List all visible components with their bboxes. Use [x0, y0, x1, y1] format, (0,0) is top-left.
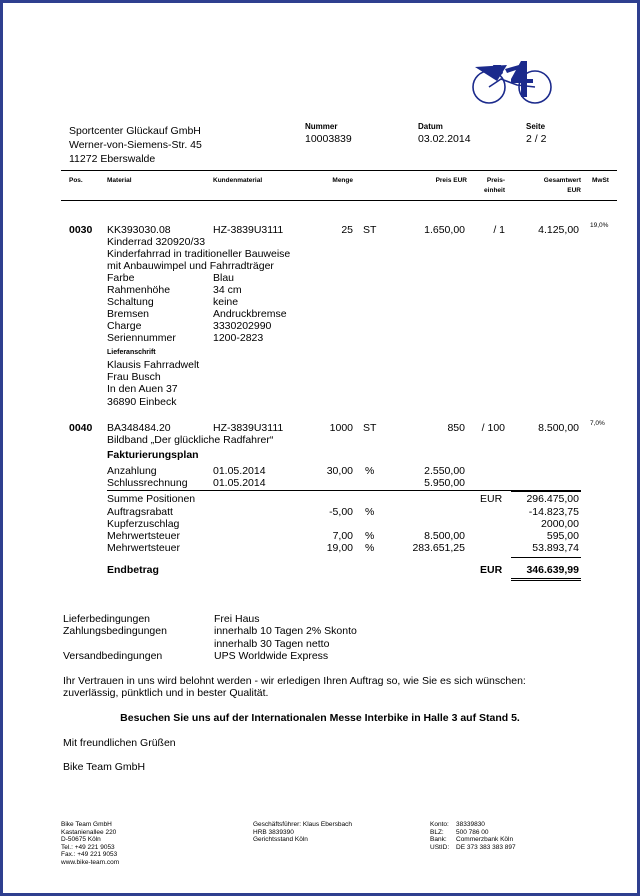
delivery-address-label: Lieferanschrift — [107, 349, 156, 356]
footer-line: D-50675 Köln — [61, 836, 101, 844]
col-quantity: Menge — [332, 177, 353, 184]
closing-text-2: zuverlässig, pünktlich und in bester Qualität. — [63, 687, 269, 699]
summary-row-label: Auftragsrabatt — [107, 506, 173, 518]
delivery-line: 36890 Einbeck — [107, 395, 177, 408]
footer-line: Geschäftsführer: Klaus Ebersbach — [253, 821, 352, 828]
sender-street: Werner-von-Siemens-Str. 45 — [69, 139, 202, 151]
billing-plan-title: Fakturierungsplan — [107, 449, 199, 461]
billing-row-percent: 30,00 — [326, 465, 353, 477]
summary-row-base: 283.651,25 — [412, 542, 465, 554]
payment-terms-label: Zahlungsbedingungen — [63, 625, 167, 637]
billing-row-sign: % — [365, 465, 375, 477]
footer-bank-value: DE 373 383 383 897 — [456, 843, 516, 851]
item1-price-unit: / 1 — [493, 224, 505, 236]
footer-bank-label: Bank: — [430, 836, 447, 844]
col-customer-material: Kundenmaterial — [213, 177, 263, 184]
final-currency: EUR — [480, 564, 503, 576]
attr-label: Bremsen — [107, 308, 150, 320]
item1-pos: 0030 — [69, 224, 93, 236]
attr-label: Farbe — [107, 272, 135, 284]
sum-positions-label: Summe Positionen — [107, 493, 196, 505]
number-label: Nummer — [305, 122, 338, 131]
footer-bank-label: Konto: — [430, 821, 449, 828]
billing-row-label: Schlussrechnung — [107, 477, 188, 489]
summary-row-sign: % — [365, 506, 375, 518]
footer-bank-label: UStID: — [430, 843, 450, 851]
header-bottom-rule — [61, 200, 617, 201]
final-top-rule — [511, 557, 581, 558]
summary-row-value: 2000,00 — [541, 518, 579, 530]
billing-row-date: 01.05.2014 — [213, 465, 266, 477]
document-date: 03.02.2014 — [418, 133, 471, 145]
item1-material: KK393030.08 — [107, 224, 171, 236]
delivery-line: Frau Busch — [107, 371, 161, 384]
col-unit-2: einheit — [484, 187, 505, 194]
sum-rule — [511, 491, 581, 492]
col-price: Preis EUR — [435, 177, 467, 184]
col-pos: Pos. — [69, 177, 83, 184]
footer-bank — [430, 821, 516, 851]
sender-name: Sportcenter Glückauf GmbH — [69, 125, 201, 137]
sum-currency: EUR — [480, 493, 503, 505]
summary-row-sign: % — [365, 530, 375, 542]
delivery-line: In den Auen 37 — [107, 383, 178, 396]
payment-terms-value1: innerhalb 10 Tagen 2% Skonto — [214, 625, 357, 637]
summary-row-percent: -5,00 — [329, 506, 353, 518]
final-amount-label: Endbetrag — [107, 564, 159, 576]
billing-row-label: Anzahlung — [107, 465, 157, 477]
summary-row-label: Mehrwertsteuer — [107, 530, 180, 542]
billing-row-amount: 2.550,00 — [424, 465, 465, 477]
attr-value: Andruckbremse — [213, 308, 287, 320]
item1-desc3: mit Anbauwimpel und Fahrradträger — [107, 260, 274, 272]
item1-customer-material: HZ-3839U3111 — [213, 224, 284, 236]
billing-row-amount: 5.950,00 — [424, 477, 465, 489]
final-amount-value: 346.639,99 — [526, 564, 579, 576]
summary-row-value: -14.823,75 — [528, 506, 579, 518]
attr-label: Charge — [107, 320, 142, 332]
footer-line: Kastanienallee 220 — [61, 828, 117, 836]
item2-price: 850 — [447, 422, 465, 434]
attr-label: Schaltung — [107, 296, 154, 308]
attr-value: 3330202990 — [213, 320, 272, 332]
page-label: Seite — [526, 122, 546, 131]
attr-label: Rahmenhöhe — [107, 284, 171, 296]
final-rule-1 — [511, 578, 581, 579]
item2-total: 8.500,00 — [538, 422, 579, 434]
payment-terms-value2: innerhalb 30 Tagen netto — [214, 638, 330, 650]
date-label: Datum — [418, 122, 443, 131]
item1-vat: 19,0% — [590, 222, 609, 229]
item1-desc1: Kinderrad 320920/33 — [107, 236, 206, 248]
footer-bank-value: Commerzbank Köln — [456, 836, 514, 844]
summary-row-percent: 7,00 — [332, 530, 353, 542]
item1-price: 1.650,00 — [424, 224, 465, 236]
footer-line: Fax.: +49 221 9053 — [61, 851, 118, 859]
shipping-terms-value: UPS Worldwide Express — [214, 650, 329, 662]
footer-line: HRB 3839390 — [253, 828, 294, 836]
attr-value: 1200-2823 — [213, 332, 264, 344]
summary-row-percent: 19,00 — [326, 542, 353, 554]
summary-row-label: Kupferzuschlag — [107, 518, 180, 530]
sum-positions-value: 296.475,00 — [526, 493, 579, 505]
item2-price-unit: / 100 — [481, 422, 505, 434]
col-unit-1: Preis- — [486, 177, 505, 184]
footer-bank-value: 38339830 — [456, 821, 485, 828]
bike-team-logo — [467, 59, 557, 109]
col-vat: MwSt — [592, 177, 609, 184]
footer-line: Gerichtsstand Köln — [253, 836, 308, 844]
footer-company — [61, 821, 119, 867]
item2-pos: 0040 — [69, 422, 93, 434]
col-total-2: EUR — [567, 187, 581, 194]
delivery-terms-label: Lieferbedingungen — [63, 613, 150, 625]
item2-vat: 7,0% — [590, 420, 605, 427]
item1-quantity: 25 — [341, 224, 353, 236]
header-top-rule — [61, 170, 617, 171]
sender-address — [69, 124, 202, 166]
summary-row-label: Mehrwertsteuer — [107, 542, 180, 554]
delivery-address — [107, 359, 199, 408]
footer-bank-value: 500 786 00 — [456, 828, 489, 836]
footer-bank-label: BLZ: — [430, 828, 444, 836]
summary-row-value: 53.893,74 — [532, 542, 579, 554]
document-number: 10003839 — [305, 133, 352, 145]
col-material: Material — [107, 177, 132, 184]
summary-top-rule — [107, 490, 581, 491]
footer-line: www.bike-team.com — [61, 858, 120, 866]
attr-value: keine — [213, 296, 239, 308]
billing-row-date: 01.05.2014 — [213, 477, 266, 489]
summary-row-base: 8.500,00 — [424, 530, 465, 542]
item1-desc2: Kinderfahrrad in traditioneller Bauweise — [107, 248, 291, 260]
summary-row-sign: % — [365, 542, 375, 554]
page-number: 2 / 2 — [526, 133, 547, 145]
closing-text-1: Ihr Vertrauen in uns wird belohnt werden - wir erledigen Ihren Auftrag so, wie Sie es sich wünschen: — [63, 675, 526, 687]
summary-row-value: 595,00 — [546, 530, 579, 542]
footer-line: Bike Team GmbH — [61, 821, 112, 828]
attr-value: Blau — [213, 272, 235, 284]
attr-value: 34 cm — [213, 284, 242, 296]
attr-label: Seriennummer — [107, 332, 176, 344]
signature: Bike Team GmbH — [63, 761, 146, 773]
footer-registration — [253, 821, 352, 844]
greeting: Mit freundlichen Grüßen — [63, 737, 176, 749]
final-rule-2 — [511, 580, 581, 581]
fair-announcement: Besuchen Sie uns auf der Internationalen Messe Interbike in Halle 3 auf Stand 5. — [120, 712, 520, 724]
col-total-1: Gesamtwert — [543, 177, 581, 184]
shipping-terms-label: Versandbedingungen — [63, 650, 163, 662]
delivery-line: Klausis Fahrradwelt — [107, 359, 200, 371]
item2-unit: ST — [363, 422, 377, 434]
sender-city: 11272 Eberswalde — [69, 153, 156, 165]
item2-customer-material: HZ-3839U3111 — [213, 422, 284, 434]
footer-line: Tel.: +49 221 9053 — [61, 843, 115, 851]
item2-material: BA348484.20 — [107, 422, 171, 434]
item1-total: 4.125,00 — [538, 224, 579, 236]
item2-quantity: 1000 — [329, 422, 353, 434]
item1-unit: ST — [363, 224, 377, 236]
delivery-terms-value: Frei Haus — [214, 613, 260, 625]
item2-desc1: Bildband „Der glückliche Radfahrer“ — [107, 434, 274, 446]
